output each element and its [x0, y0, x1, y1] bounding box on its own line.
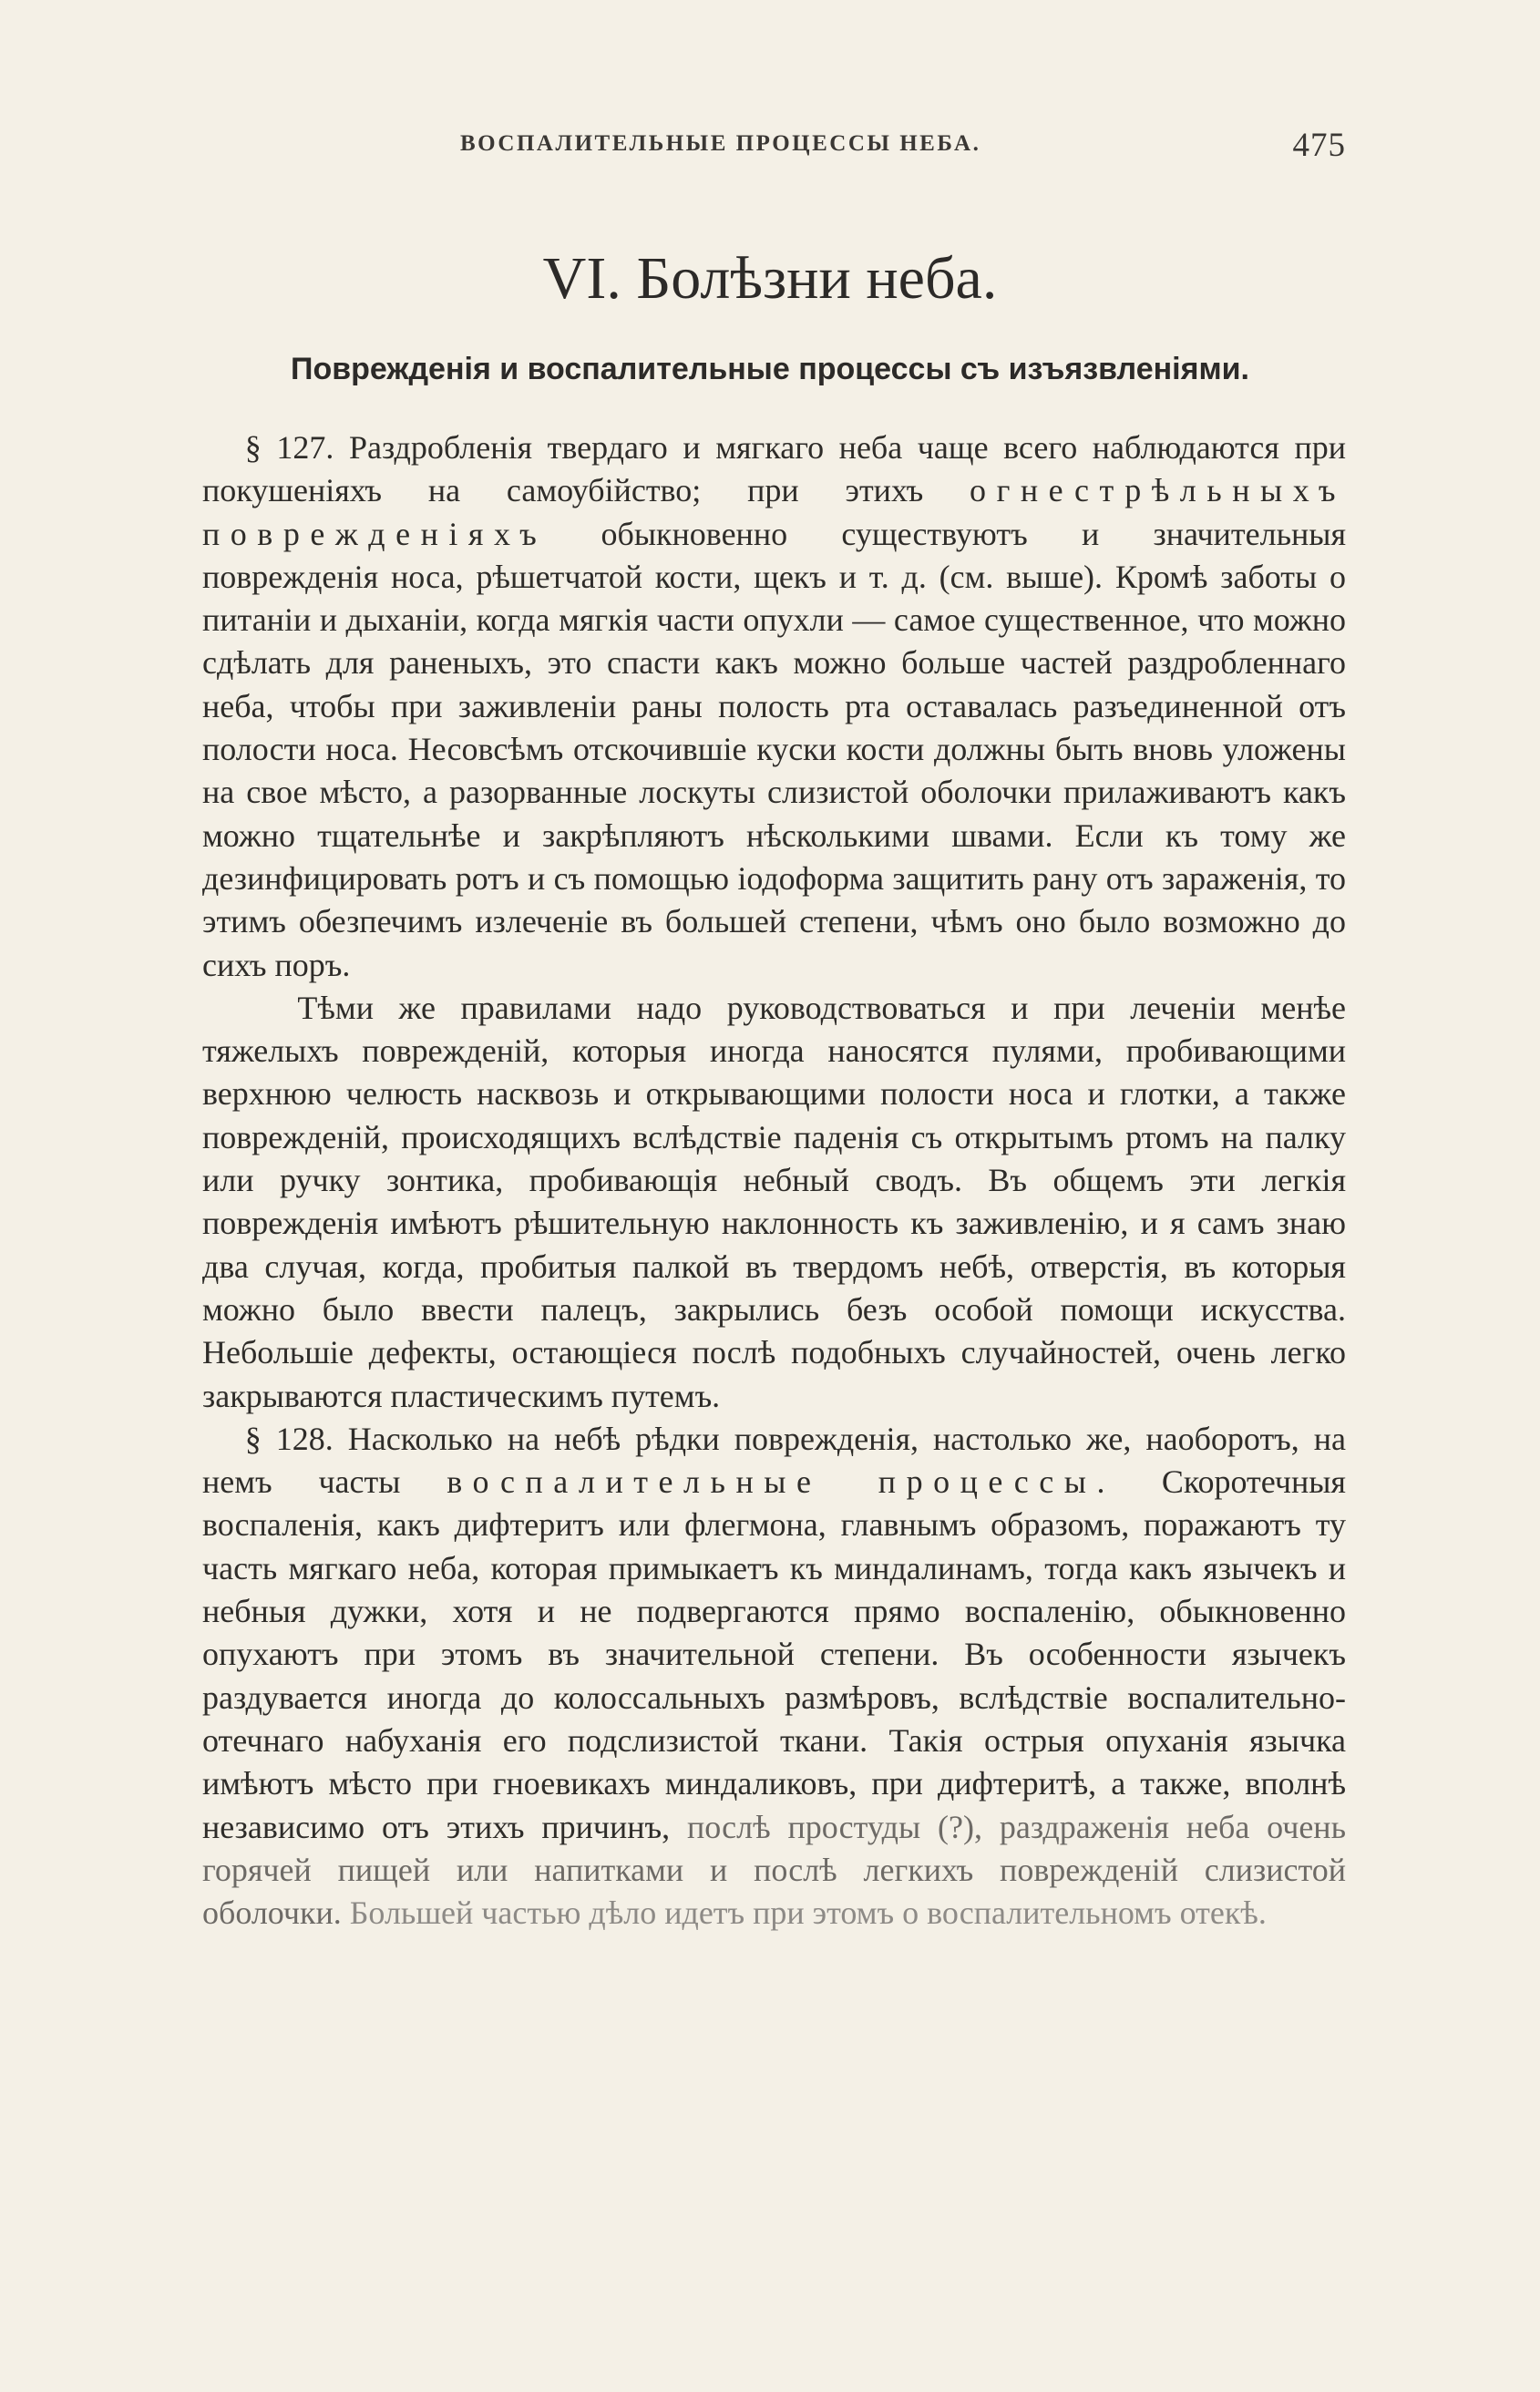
- paragraph-127-rest: обыкновенно существуютъ и значительныя поврежденія носа, рѣшетчатой кости, щекъ и т. д. (см. выше). Кромѣ заботы о питаніи и дыханіи, когда мягкія части опухли — самое существенное, что можно сдѣлать для раненыхъ, это спасти какъ можно больше частей раздробленнаго неба, чтобы при заживленіи раны полость рта оставалась разъединенной отъ полости носа. Несовсѣмъ отскочившіе куски кости должны быть вновь уложены на свое мѣсто, а разорванные лоскуты слизистой оболочки прилаживаютъ какъ можно тщательнѣе и закрѣпляютъ нѣсколькими швами. Если къ тому же дезинфицировать ротъ и съ помощью іодоформа защитить рану отъ зараженія, то этимъ обезпечимъ излеченіе въ большей степени, чѣмъ оно было возможно до сихъ поръ.: [202, 515, 1347, 983]
- paragraph-127-spaced-phrase: огнестрѣльныхъ поврежденіяхъ: [202, 472, 1347, 552]
- paragraph-128-spaced-phrase: воспалительные процессы.: [447, 1463, 1116, 1501]
- paragraph-128-intro: § 128. Насколько на небѣ рѣдки поврежденія, настолько же, наоборотъ, на немъ часты: [202, 1420, 1346, 1501]
- paragraph-128-faded-last-line: Большей частью дѣло идетъ при этомъ о воспалительномъ отекѣ.: [349, 1894, 1267, 1932]
- body-text: [202, 426, 1346, 1935]
- paragraph-128-rest: Скоротечныя воспаленія, какъ дифтеритъ или флегмона, главнымъ образомъ, поражаютъ ту часть мягкаго неба, которая примыкаетъ къ миндалинамъ, тогда какъ язычекъ и небныя дужки, хотя и не подвергаются прямо воспаленію, обыкновенно опухаютъ при этомъ въ значительной степени. Въ особенности язычекъ раздувается иногда до колоссальныхъ размѣровъ, вслѣдствіе воспалительно-отечнаго набуханія его подслизистой ткани. Такія острыя опуханія язычка имѣютъ мѣсто при гноевикахъ миндаликовъ, при дифтеритѣ, а также, вполнѣ независимо отъ этихъ причинъ,: [202, 1463, 1346, 1845]
- paragraph-128-faded-text: послѣ простуды (?), раздраженія неба очень горячей пищей или напитками и послѣ легкихъ поврежденій слизистой оболочки.: [202, 1808, 1346, 1932]
- paragraph-128: [202, 1418, 1346, 1935]
- running-head: [202, 126, 1346, 166]
- paragraph-127: [202, 426, 1346, 987]
- page-number: 475: [1292, 127, 1346, 164]
- paragraph-127-intro: § 127. Раздробленія твердаго и мягкаго неба чаще всего наблюдаются при покушеніяхъ на самоубійство; при этихъ: [202, 429, 1346, 509]
- section-heading: Поврежденія и воспалительные процессы съ изъязвленіями.: [291, 352, 1249, 386]
- running-title: ВОСПАЛИТЕЛЬНЫЕ ПРОЦЕССЫ НЕБА.: [460, 131, 981, 156]
- chapter-title: VI. Болѣзни неба.: [542, 245, 998, 312]
- paragraph-127-continued: Тѣми же правилами надо руководствоваться и при леченіи менѣе тяжелыхъ поврежденій, которыя иногда наносятся пулями, пробивающими верхнюю челюсть насквозь и открывающими полости носа и глотки, а также поврежденій, происходящихъ вслѣдствіе паденія съ открытымъ ртомъ на палку или ручку зонтика, пробивающія небный сводъ. Въ общемъ эти легкія поврежденія имѣютъ рѣшительную наклонность къ заживленію, и я самъ знаю два случая, когда, пробитыя палкой въ твердомъ небѣ, отверстія, въ которыя можно было ввести палецъ, закрылись безъ особой помощи искусства. Небольшіе дефекты, остающіеся послѣ подобныхъ случайностей, очень легко закрываются пластическимъ путемъ.: [202, 989, 1346, 1414]
